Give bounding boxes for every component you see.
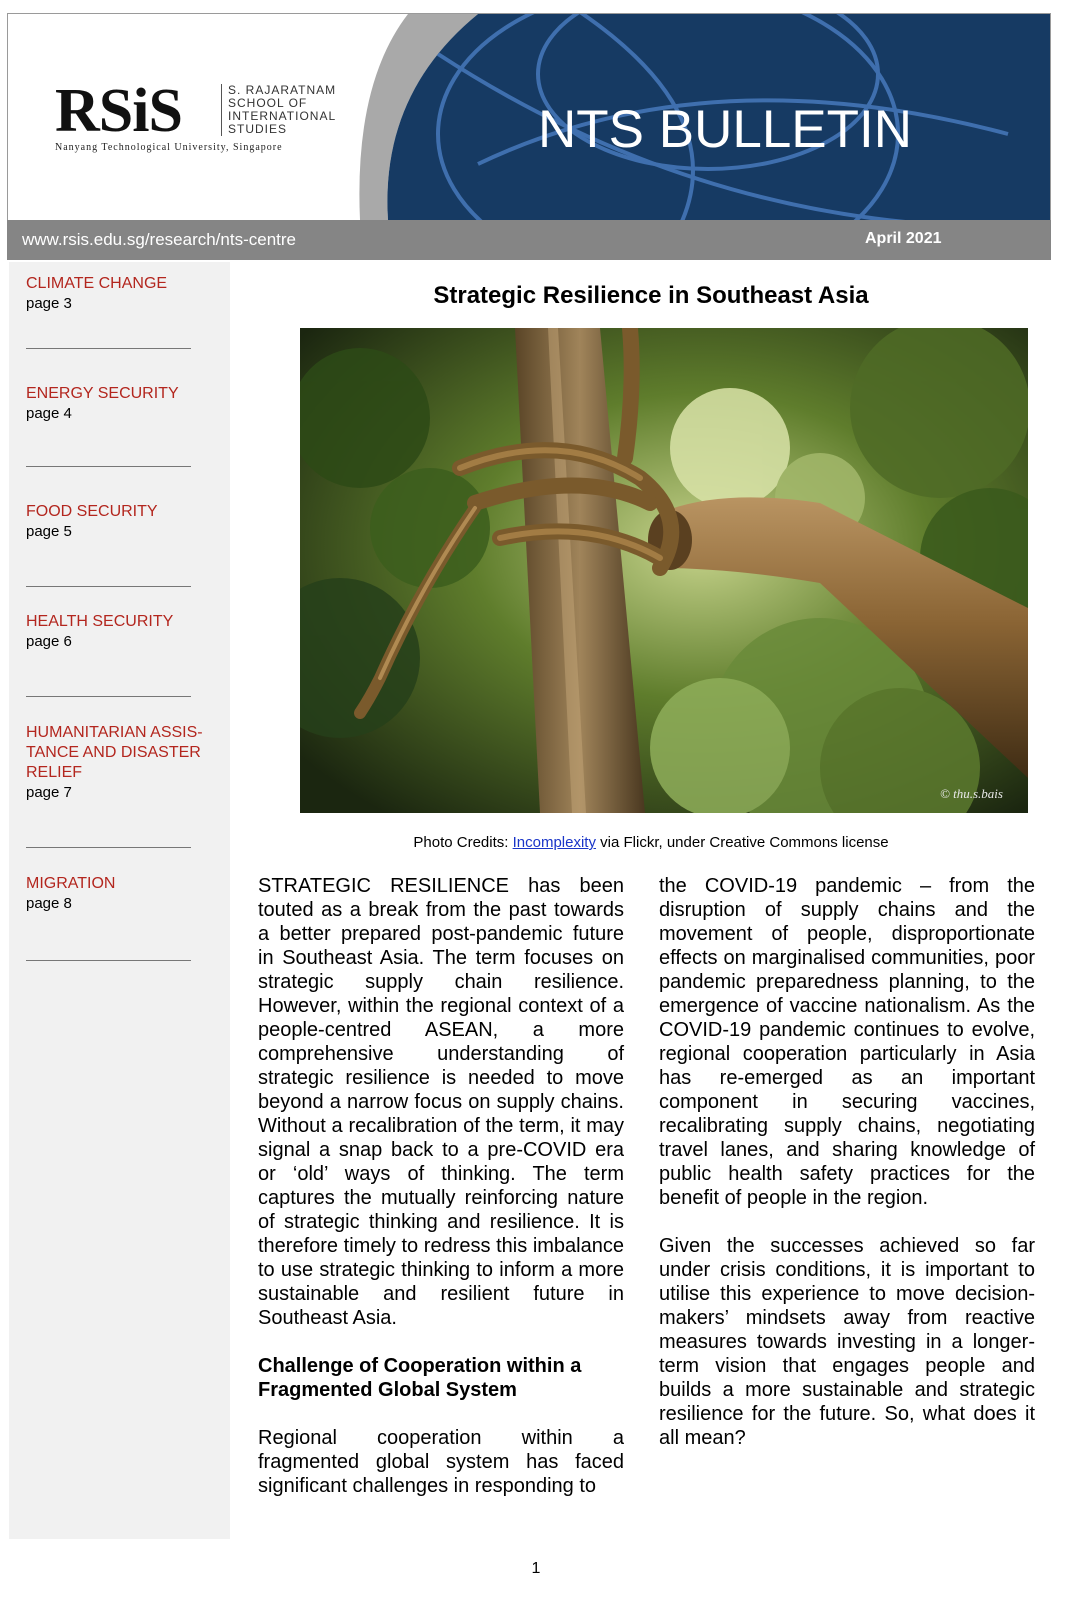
paragraph: Regional cooperation within a fragmented global system has faced significant challenges in responding to [258, 1427, 624, 1497]
sidebar-item-topic: MIGRATION [26, 875, 116, 892]
photo-watermark: © thu.s.bais [940, 786, 1003, 801]
sidebar-item-humanitarian-assistance[interactable] [26, 723, 226, 803]
article-column-left [258, 874, 624, 1522]
paragraph: STRATEGIC RESILIENCE has been touted as a break from the past towards a better prepared post-pandemic future in Southeast Asia. The term focuses on strategic supply chain resilience. However, within the regional context of a people-centred ASEAN, a more comprehensive understanding of strategic resilience is needed to move beyond a narrow focus on supply chains. Without a recalibration of the term, it may signal a snap back to a pre-COVID era or ‘old’ ways of thinking. The term captures the mutually reinforcing nature of strategic thinking and resilience. It is therefore timely to redress this imbalance to use strategic thinking to inform a more sustainable and resilient future in Southeast Asia. [258, 875, 624, 1329]
sidebar-item-topic: HEALTH SECURITY [26, 613, 174, 630]
url-bar [7, 220, 1051, 260]
bulletin-title: NTS BULLETIN [538, 100, 913, 159]
sidebar-item-energy-security[interactable] [26, 384, 226, 424]
photo-credit-suffix: via Flickr, under Creative Commons license [600, 834, 889, 851]
page-number: 1 [531, 1560, 541, 1577]
sidebar-item-page: page 7 [26, 784, 72, 801]
article-photo [300, 328, 1028, 813]
photo-credit-link[interactable]: Incomplexity [512, 834, 596, 851]
sidebar-item-migration[interactable] [26, 874, 226, 914]
divider [26, 847, 191, 848]
divider [26, 466, 191, 467]
sidebar-item-page: page 4 [26, 405, 72, 422]
photo-credit-prefix: Photo Credits: [413, 834, 509, 851]
sidebar-item-page: page 6 [26, 633, 72, 650]
sidebar-item-topic: HUMANITARIAN ASSIS- TANCE AND DISASTER RELIEF [26, 724, 203, 781]
sidebar-item-page: page 8 [26, 895, 72, 912]
masthead [7, 13, 1051, 221]
bamboo-rope-photo [300, 328, 1028, 813]
paragraph: the COVID-19 pandemic – from the disruption of supply chains and the movement of people, disproportionate effects on marginalised communities, poor pandemic preparedness planning, to the emergence of vaccine nationalism. As the COVID-19 pandemic continues to evolve, regional cooperation particularly in Asia has re-emerged as an important component in securing vaccines, recalibrating supply chains, negotiating travel lanes, and sharing knowledge of public health safety practices for the benefit of people in the region. [659, 875, 1035, 1209]
school-name: S. RAJARATNAM SCHOOL OF INTERNATIONAL STUDIES [221, 84, 336, 136]
sidebar-item-topic: CLIMATE CHANGE [26, 275, 168, 292]
divider [26, 696, 191, 697]
contents-sidebar [9, 262, 230, 1539]
website-link[interactable]: www.rsis.edu.sg/research/nts-centre [22, 230, 296, 249]
sidebar-item-topic: FOOD SECURITY [26, 503, 158, 520]
article-title: Strategic Resilience in Southeast Asia [433, 282, 869, 309]
issue-date: April 2021 [865, 230, 942, 247]
divider [26, 348, 191, 349]
sidebar-item-climate-change[interactable] [26, 274, 226, 314]
paragraph: Given the successes achieved so far under crisis conditions, it is important to utilise this experience to move decision-makers’ mindsets away from reactive measures towards investing in a longer-term vision that engages people and builds a more sustainable and strategic resilience for the future. So, what does it all mean? [659, 1235, 1035, 1449]
photo-credit [230, 834, 1072, 851]
sidebar-item-food-security[interactable] [26, 502, 226, 542]
sidebar-item-topic: ENERGY SECURITY [26, 385, 179, 402]
article-column-right [659, 874, 1035, 1474]
sidebar-item-page: page 3 [26, 295, 72, 312]
university-name: Nanyang Technological University, Singapore [55, 142, 283, 153]
rsis-logo: RSiS [55, 77, 182, 145]
sidebar-item-health-security[interactable] [26, 612, 226, 652]
sidebar-item-page: page 5 [26, 523, 72, 540]
divider [26, 960, 191, 961]
section-heading: Challenge of Cooperation within a Fragmented Global System [258, 1355, 582, 1401]
divider [26, 586, 191, 587]
